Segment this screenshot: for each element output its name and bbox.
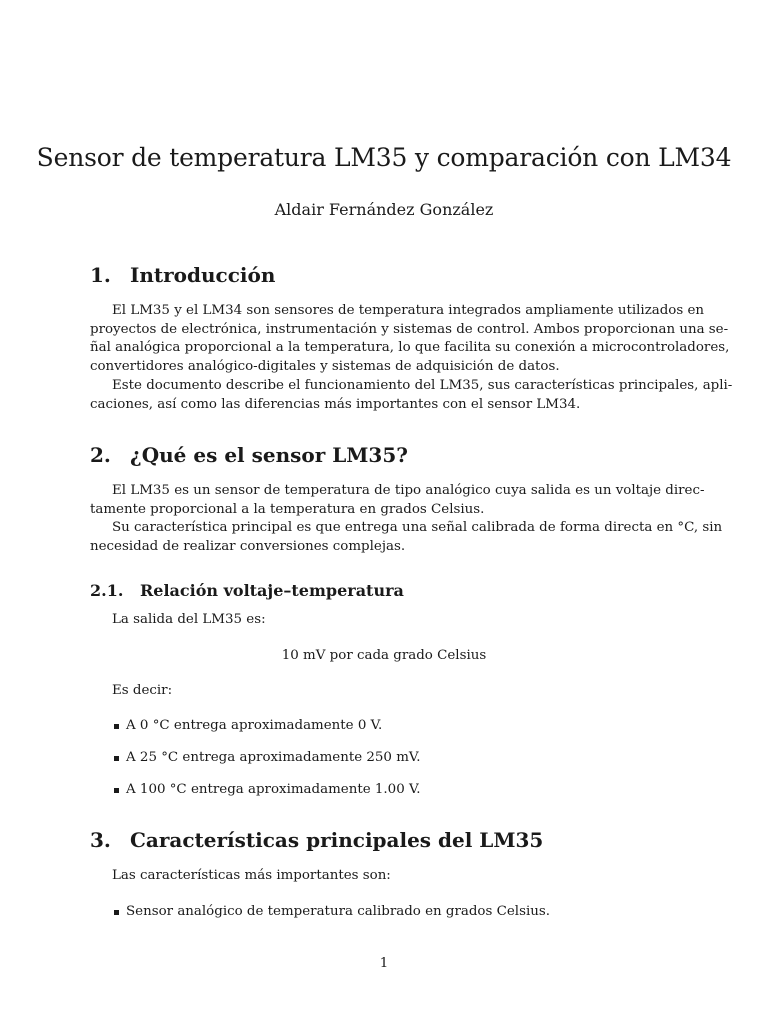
- bullet-icon: [114, 910, 119, 915]
- text-line: El LM35 es un sensor de temperatura de tipo analógico cuya salida es un voltaje direc-: [112, 483, 705, 498]
- section-2-heading: [90, 443, 408, 467]
- list-item-text: A 25 °C entrega aproximadamente 250 mV.: [126, 750, 421, 765]
- section-2-paragraph-2: [90, 519, 723, 556]
- bullet-icon: [114, 724, 119, 729]
- text-line: El LM35 y el LM34 son sensores de temperatura integrados ampliamente utilizados en: [112, 303, 705, 318]
- subsection-title: Relación voltaje–temperatura: [140, 581, 404, 600]
- section-3-intro: Las características más importantes son:: [112, 868, 391, 883]
- text-line: Este documento describe el funcionamiento del LM35, sus características principales, apli-: [112, 378, 733, 393]
- text-line: tamente proporcional a la temperatura en grados Celsius.: [90, 501, 485, 517]
- section-title: ¿Qué es el sensor LM35?: [130, 443, 408, 467]
- list-item-text: A 0 °C entrega aproximadamente 0 V.: [126, 718, 383, 733]
- section-number: 3.: [90, 828, 111, 852]
- page-number: 1: [379, 956, 389, 971]
- subsection-lead: Es decir:: [112, 683, 173, 698]
- section-2-paragraph-1: [90, 482, 705, 519]
- subsection-intro: La salida del LM35 es:: [112, 612, 266, 627]
- bullet-icon: [114, 788, 119, 793]
- subsection-2-1-heading: [90, 581, 404, 600]
- section-number: 1.: [90, 263, 111, 287]
- section-title: Características principales del LM35: [130, 828, 544, 852]
- section-3-heading: [90, 828, 544, 852]
- text-line: Su característica principal es que entrega una señal calibrada de forma directa en °C, sin: [112, 520, 723, 535]
- bullet-icon: [114, 756, 119, 761]
- section-1-paragraph-2: [90, 377, 733, 414]
- display-equation: 10 mV por cada grado Celsius: [281, 648, 487, 663]
- list-item-text: A 100 °C entrega aproximadamente 1.00 V.: [126, 782, 421, 797]
- text-line: proyectos de electrónica, instrumentación y sistemas de control. Ambos proporcionan una se-: [90, 321, 729, 337]
- document-title: Sensor de temperatura LM35 y comparación con LM34: [36, 143, 732, 172]
- document-author: Aldair Fernández González: [274, 200, 494, 219]
- subsection-number: 2.1.: [90, 581, 124, 600]
- text-line: necesidad de realizar conversiones complejas.: [90, 538, 406, 554]
- section-1-paragraph-1: [90, 302, 730, 376]
- text-line: ñal analógica proporcional a la temperatura, lo que facilita su conexión a microcontroladores,: [90, 340, 730, 356]
- section-title: Introducción: [130, 263, 276, 287]
- list-item-text: Sensor analógico de temperatura calibrado en grados Celsius.: [126, 904, 550, 919]
- section-number: 2.: [90, 443, 111, 467]
- section-1-heading: [90, 263, 276, 287]
- text-line: caciones, así como las diferencias más importantes con el sensor LM34.: [90, 396, 581, 412]
- text-line: convertidores analógico-digitales y sistemas de adquisición de datos.: [90, 358, 560, 374]
